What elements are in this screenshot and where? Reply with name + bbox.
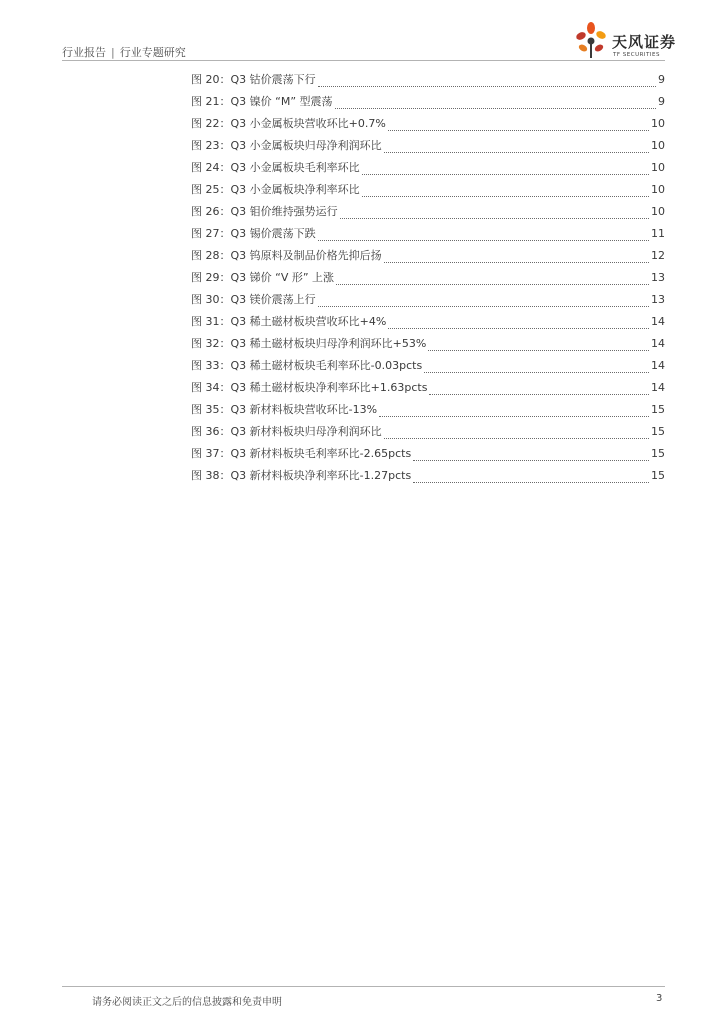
report-subtype: 行业专题研究 — [119, 46, 186, 59]
toc-entry-page: 14 — [651, 381, 665, 394]
toc-leader-dots — [388, 327, 649, 329]
toc-entry[interactable] — [191, 467, 665, 489]
toc-leader-dots — [379, 415, 649, 417]
toc-entry-page: 9 — [658, 95, 665, 108]
toc-entry-label: 图 31：Q3 稀土磁材板块营收环比+4% — [191, 315, 387, 328]
toc-leader-dots — [424, 371, 649, 373]
toc-leader-dots — [428, 349, 649, 351]
toc-entry-page: 11 — [651, 227, 665, 240]
toc-entry-page: 15 — [651, 425, 665, 438]
toc-entry-page: 10 — [651, 139, 665, 152]
toc-leader-dots — [335, 107, 656, 109]
toc-entry-label: 图 27：Q3 锡价震荡下跌 — [191, 227, 316, 240]
toc-leader-dots — [413, 481, 649, 483]
toc-entry-label: 图 21：Q3 镍价 “M” 型震荡 — [191, 95, 333, 108]
toc-entry-label: 图 38：Q3 新材料板块净利率环比-1.27pcts — [191, 469, 412, 482]
toc-leader-dots — [362, 195, 649, 197]
toc-entry[interactable] — [191, 445, 665, 467]
flower-logo-icon — [572, 20, 610, 60]
toc-leader-dots — [336, 283, 649, 285]
toc-entry-page: 14 — [651, 315, 665, 328]
toc-entry-label: 图 30：Q3 镁价震荡上行 — [191, 293, 316, 306]
header-category — [62, 44, 186, 60]
toc-leader-dots — [384, 261, 649, 263]
toc-entry[interactable] — [191, 115, 665, 137]
toc-entry-page: 9 — [658, 73, 665, 86]
toc-leader-dots — [362, 173, 649, 175]
toc-entry-label: 图 33：Q3 稀土磁材板块毛利率环比-0.03pcts — [191, 359, 423, 372]
toc-entry[interactable] — [191, 71, 665, 93]
toc-leader-dots — [413, 459, 649, 461]
toc-entry[interactable] — [191, 247, 665, 269]
toc-leader-dots — [340, 217, 649, 219]
report-type: 行业报告 — [62, 46, 106, 59]
toc-entry-page: 10 — [651, 205, 665, 218]
toc-entry-page: 12 — [651, 249, 665, 262]
footer-disclaimer: 请务必阅读正文之后的信息披露和免责申明 — [92, 997, 282, 1008]
toc-entry-page: 15 — [651, 469, 665, 482]
toc-entry-label: 图 25：Q3 小金属板块净利率环比 — [191, 183, 360, 196]
toc-entry[interactable] — [191, 379, 665, 401]
toc-entry-page: 10 — [651, 117, 665, 130]
toc-entry[interactable] — [191, 269, 665, 291]
page-number: 3 — [656, 993, 663, 1004]
toc-entry[interactable] — [191, 93, 665, 115]
toc-entry-label: 图 26：Q3 钼价维持强势运行 — [191, 205, 338, 218]
toc-leader-dots — [384, 437, 649, 439]
header-separator: | — [111, 46, 115, 59]
toc-entry-page: 13 — [651, 293, 665, 306]
toc-entry-page: 15 — [651, 447, 665, 460]
toc-entry-label: 图 37：Q3 新材料板块毛利率环比-2.65pcts — [191, 447, 412, 460]
toc-entry-label: 图 24：Q3 小金属板块毛利率环比 — [191, 161, 360, 174]
toc-leader-dots — [384, 151, 649, 153]
toc-leader-dots — [318, 85, 656, 87]
toc-entry-label: 图 28：Q3 钨原料及制品价格先抑后扬 — [191, 249, 382, 262]
page-header — [0, 0, 724, 62]
toc-leader-dots — [318, 239, 649, 241]
toc-entry-label: 图 29：Q3 锑价 “V 形” 上涨 — [191, 271, 335, 284]
toc-entry-page: 10 — [651, 183, 665, 196]
toc-entry[interactable] — [191, 313, 665, 335]
header-divider — [62, 60, 665, 61]
toc-entry[interactable] — [191, 335, 665, 357]
toc-entry-label: 图 20：Q3 钴价震荡下行 — [191, 73, 316, 86]
toc-entry[interactable] — [191, 225, 665, 247]
toc-leader-dots — [388, 129, 649, 131]
logo-text-cn: 天风证券 — [612, 33, 677, 51]
toc-entry[interactable] — [191, 357, 665, 379]
figure-table-of-contents — [191, 71, 665, 489]
toc-entry[interactable] — [191, 291, 665, 313]
toc-entry[interactable] — [191, 159, 665, 181]
toc-entry-page: 10 — [651, 161, 665, 174]
toc-entry[interactable] — [191, 137, 665, 159]
toc-entry-label: 图 34：Q3 稀土磁材板块净利率环比+1.63pcts — [191, 381, 428, 394]
toc-entry[interactable] — [191, 181, 665, 203]
toc-entry[interactable] — [191, 203, 665, 225]
toc-entry-page: 14 — [651, 337, 665, 350]
toc-entry-page: 14 — [651, 359, 665, 372]
toc-entry-label: 图 32：Q3 稀土磁材板块归母净利润环比+53% — [191, 337, 427, 350]
toc-entry-label: 图 35：Q3 新材料板块营收环比-13% — [191, 403, 378, 416]
toc-entry-page: 15 — [651, 403, 665, 416]
toc-entry[interactable] — [191, 423, 665, 445]
toc-entry[interactable] — [191, 401, 665, 423]
tf-securities-logo — [572, 20, 677, 60]
logo-text-en: TF SECURITIES — [613, 52, 660, 58]
toc-entry-page: 13 — [651, 271, 665, 284]
toc-leader-dots — [429, 393, 649, 395]
toc-leader-dots — [318, 305, 649, 307]
toc-entry-label: 图 23：Q3 小金属板块归母净利润环比 — [191, 139, 382, 152]
toc-entry-label: 图 36：Q3 新材料板块归母净利润环比 — [191, 425, 382, 438]
footer-divider — [62, 986, 665, 987]
toc-entry-label: 图 22：Q3 小金属板块营收环比+0.7% — [191, 117, 386, 130]
